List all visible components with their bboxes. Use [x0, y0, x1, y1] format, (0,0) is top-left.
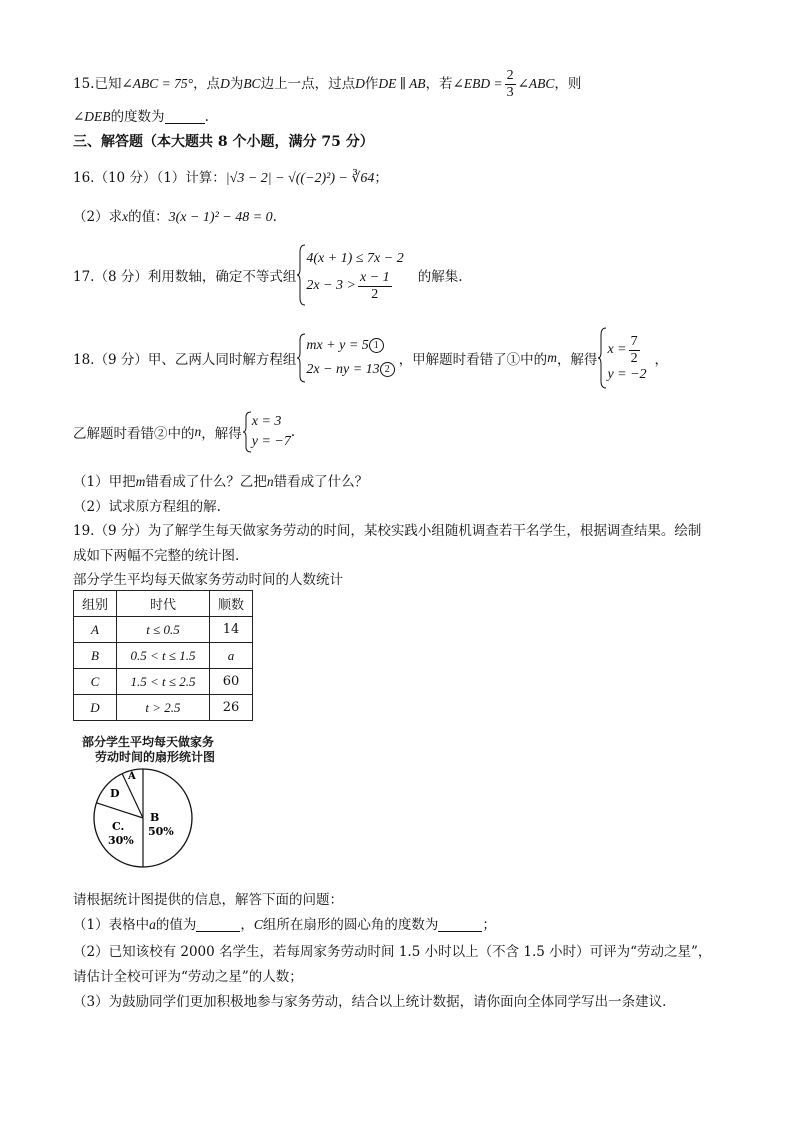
q18-text: 错看成了什么？: [273, 474, 369, 490]
table-row: [74, 669, 253, 695]
q19-prompt: 请根据统计图提供的信息，解答下面的问题：: [73, 892, 343, 908]
q15-text: .: [204, 109, 209, 125]
table-cell: D: [74, 695, 117, 721]
q18-eq2: [306, 358, 394, 382]
answer-blank[interactable]: [196, 917, 240, 932]
q19-part1: [73, 913, 496, 933]
table-header-row: [74, 591, 253, 617]
q15-point-d: D: [220, 76, 230, 91]
q15-text: ，则: [554, 76, 582, 92]
q17-label: 17.（8 分）利用数轴，确定不等式组: [73, 269, 297, 285]
table-cell: 1.5 < t ≤ 2.5: [117, 669, 210, 695]
circled-one-icon: 1: [369, 338, 384, 353]
q15-text: 15.已知: [73, 76, 122, 92]
q19-line1: 19.（9 分）为了解学生每天做家务劳动的时间，某校实践小组随机调查若干名学生，根据调查结果。绘制: [73, 523, 702, 539]
q19-group-c: C: [253, 917, 263, 932]
table-cell: t ≤ 0.5: [117, 617, 210, 643]
q18-equation-system: [296, 333, 394, 383]
q19-part2-line2: 请估计全校可评为“劳动之星”的人数；: [73, 969, 303, 985]
brace-icon: [597, 327, 607, 389]
q16-text: ；: [374, 170, 388, 186]
q18-sol2-x: x = 3: [251, 414, 282, 429]
q16-part2: [73, 205, 277, 226]
pie-title-line1: 部分学生平均每天做家务: [82, 735, 215, 749]
q18-text: ，: [654, 352, 669, 368]
q18-eq1: [306, 334, 394, 358]
fraction-numerator: x − 1: [359, 269, 390, 285]
table-header: 组别: [74, 591, 117, 617]
q16-variable: x: [122, 209, 129, 224]
q18-line2: [73, 410, 295, 454]
q17-ineq2-left: 2x − 3 >: [306, 278, 356, 293]
q16-text: 的值：: [128, 209, 169, 225]
q18-text: 错看成了什么？乙把: [145, 474, 267, 490]
q19-text: （1）表格中: [73, 917, 150, 933]
q15-line1: [73, 68, 581, 101]
table-cell: 14: [210, 617, 253, 643]
q15-segment-bc: BC: [243, 76, 261, 91]
q18-part2: （2）试求原方程组的解.: [73, 499, 221, 515]
q15-angle-ebd: ∠EBD =: [452, 76, 503, 91]
brace-icon: [242, 411, 252, 453]
q19-text: 组所在扇形的圆心角的度数为: [262, 917, 439, 933]
q17-inequality-1: 4(x + 1) ≤ 7x − 2: [306, 250, 404, 266]
q18-sol1-x-left: x =: [607, 342, 627, 357]
q15-text: 的度数为: [110, 109, 165, 125]
section-heading: 三、解答题（本大题共 8 个小题，满分 75 分）: [73, 134, 374, 150]
q18-label: 18.（9 分）甲、乙两人同时解方程组: [73, 352, 297, 368]
q16-text: .: [272, 209, 277, 225]
pie-slices: [94, 769, 192, 867]
q18-part1: [73, 470, 368, 490]
q19-text: ，: [240, 917, 254, 933]
q15-line2: [73, 105, 209, 125]
table-row: [74, 643, 253, 669]
pie-chart: [90, 764, 200, 870]
q17-inequality-system: [296, 244, 403, 306]
q15-text: ，若: [425, 76, 453, 92]
q15-fraction: [505, 68, 516, 101]
table-cell: 60: [210, 669, 253, 695]
q18-fraction: [629, 334, 640, 367]
table-row: [74, 617, 253, 643]
q19-variable-a: a: [149, 917, 156, 932]
q16-text: （2）求: [73, 209, 123, 225]
q18-text: ，解得: [556, 352, 598, 368]
q15-angle-deb: ∠DEB: [73, 109, 111, 124]
q18-variable-n: n: [194, 424, 202, 439]
q18-text: ，甲解题时看错了①中的: [398, 352, 548, 368]
q19-part3: （3）为鼓励同学们更加积极地参与家务劳动，结合以上统计数据，请你面向全体同学写出一条建议.: [73, 994, 667, 1010]
pie-label-c: C.: [112, 820, 125, 833]
q18-eq2-text: 2x − ny = 13: [306, 362, 380, 377]
q15-text: 作: [364, 76, 379, 92]
q18-text: （1）甲把: [73, 474, 136, 490]
q17-inequality-2: [306, 270, 403, 303]
answer-blank[interactable]: [165, 109, 205, 124]
pie-label-b: B: [150, 811, 160, 824]
fraction-denominator: 2: [371, 286, 379, 302]
q19-text: 的值为: [155, 917, 197, 933]
fraction-numerator: 7: [630, 333, 638, 349]
q15-text: ，点: [193, 76, 221, 92]
table-cell: C: [74, 669, 117, 695]
q15-angle-abc: ∠ABC: [517, 76, 555, 91]
table-title: 部分学生平均每天做家务劳动时间的人数统计: [73, 572, 343, 588]
q17-fraction: [358, 270, 392, 303]
q16-part1: [73, 166, 388, 187]
q16-equation: 3(x − 1)² − 48 = 0: [168, 210, 273, 225]
q18-variable-m: m: [547, 350, 557, 365]
brace-icon: [296, 333, 306, 383]
q18-sol1-x: [607, 334, 646, 367]
table-header: 顺数: [210, 591, 253, 617]
q18-variable-n: n: [266, 474, 274, 489]
q16-label: 16.（10 分）（1）计算：: [73, 170, 226, 186]
table-cell: A: [74, 617, 117, 643]
circled-two-icon: 2: [380, 362, 395, 377]
pie-label-c-pct: 30%: [108, 834, 134, 847]
fraction-denominator: 2: [630, 350, 638, 366]
stat-table: [73, 590, 253, 721]
q17: [73, 243, 463, 307]
q18-text: ，解得: [201, 426, 242, 442]
q18-line1: [73, 326, 668, 390]
q15-text: 为: [229, 76, 244, 92]
pie-title-line2: 劳动时间的扇形统计图: [95, 750, 216, 764]
q18-text: .: [290, 424, 296, 440]
q18-eq1-text: mx + y = 5: [306, 338, 369, 353]
brace-icon: [296, 244, 306, 306]
q18-solution-1: [597, 327, 646, 389]
q18-solution-2: [242, 411, 291, 453]
q15-text: 边上一点，过点: [260, 76, 356, 92]
q19-part2-line1: （2）已知该校有 2000 名学生，若每周家务劳动时间 1.5 小时以上（不含 1.5 小时）可评为“劳动之星”，: [73, 944, 712, 960]
q18-sol1-y: y = −2: [607, 366, 647, 382]
pie-label-a: A: [128, 771, 136, 782]
table-cell: 0.5 < t ≤ 1.5: [117, 643, 210, 669]
answer-blank[interactable]: [438, 917, 482, 932]
table-row: [74, 695, 253, 721]
q18-variable-m: m: [135, 474, 146, 489]
q15-point-d: D: [355, 76, 365, 91]
table-cell: B: [74, 643, 117, 669]
table-cell: t > 2.5: [117, 695, 210, 721]
q16-expression: |√3 − 2| − √((−2)²) − ∛64: [225, 171, 375, 186]
q17-text: 的解集.: [417, 269, 463, 285]
table-header: 时代: [117, 591, 210, 617]
table-cell: a: [210, 643, 253, 669]
fraction-numerator: 2: [506, 68, 514, 83]
q18-text: 乙解题时看错②中的: [73, 426, 195, 442]
q19-text: ；: [482, 917, 496, 933]
q15-parallel: DE ∥ AB: [378, 76, 426, 91]
fraction-denominator: 3: [506, 85, 514, 100]
pie-label-b-pct: 50%: [148, 825, 174, 838]
q18-sol2-y: y = −7: [251, 434, 291, 449]
pie-label-d: D: [110, 787, 120, 800]
q19-line2: 成如下两幅不完整的统计图.: [73, 548, 240, 564]
q15-angle-abc: ∠ABC = 75°: [121, 76, 194, 91]
table-cell: 26: [210, 695, 253, 721]
